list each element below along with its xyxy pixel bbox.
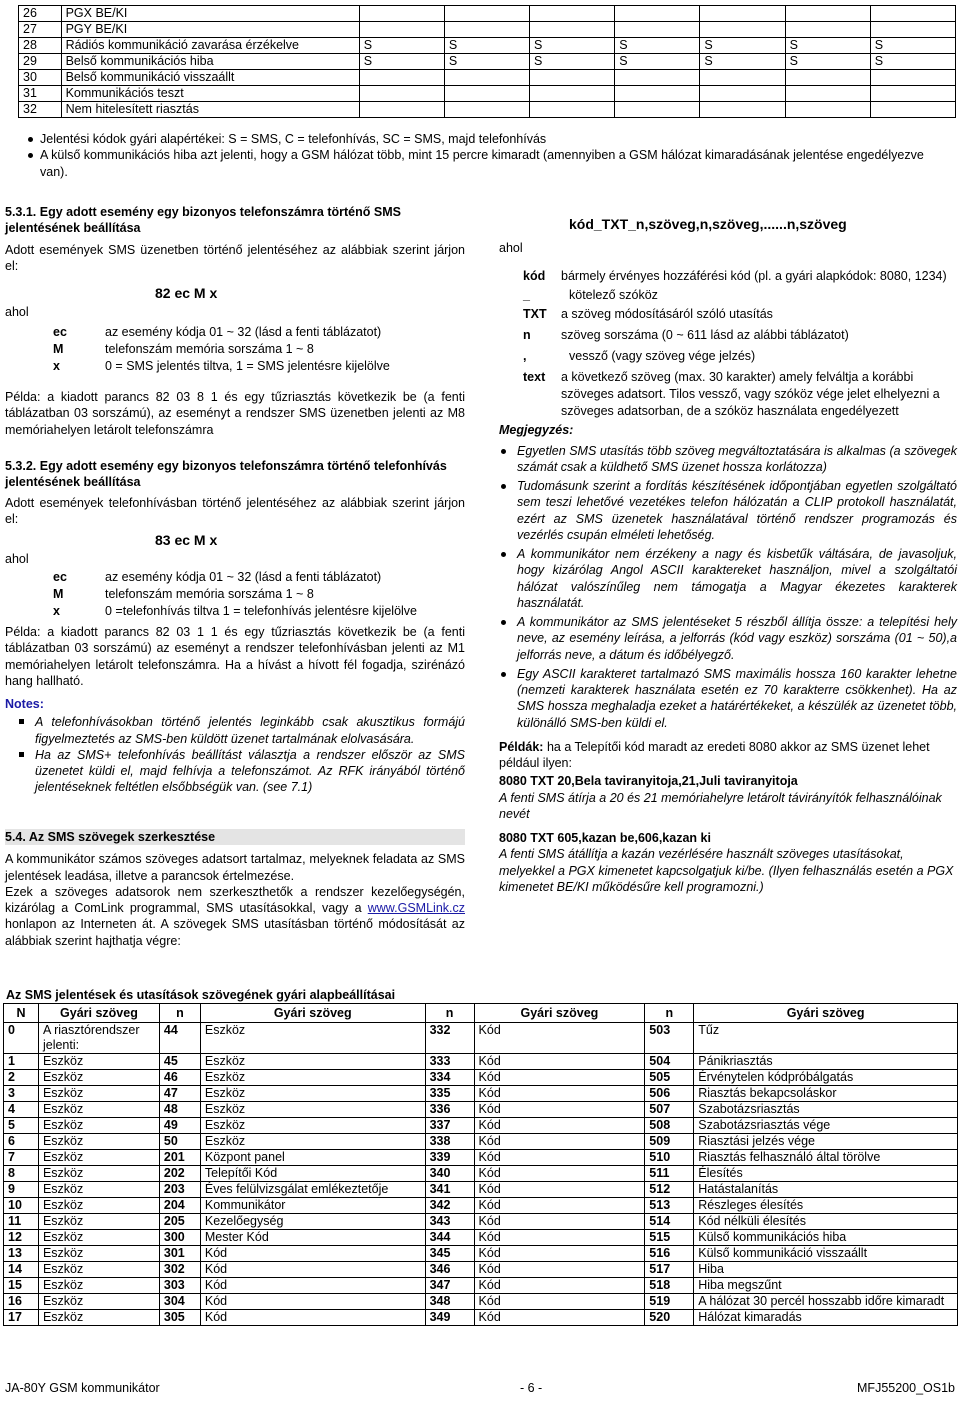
- text-number: 302: [159, 1262, 200, 1278]
- table-row: [4, 1230, 958, 1246]
- text-number: 6: [4, 1134, 39, 1150]
- default-text: Kód: [474, 1054, 645, 1070]
- text-number: 7: [4, 1150, 39, 1166]
- text-number: 0: [4, 1023, 39, 1054]
- event-name: Belső kommunikációs hiba: [61, 54, 359, 70]
- default-text: Eszköz: [38, 1230, 159, 1246]
- list-item: Ha az SMS+ telefonhívás beállítást választja a rendszer először az SMS üzenetet küldi el, majd felhívja a telefonszámot. Az RFK irányából történő jelentéseknek feltétlen elsőbbségük van. (see 7.1): [5, 747, 465, 796]
- default-text: Eszköz: [200, 1054, 425, 1070]
- default-text: Eszköz: [38, 1102, 159, 1118]
- report-code-notes: [18, 131, 938, 180]
- example-description: A fenti SMS átállítja a kazán vezérlésére használt szöveges utasításokat, melyekkel a PGX kimenetet kapcsolgatjuk ki/be. (Ilyen felhasználás esetén a PGX kimenetet BE/KI működésűre kell programozni.): [499, 847, 954, 894]
- default-text: Hiba: [694, 1262, 958, 1278]
- megjegyzes-list: [499, 443, 957, 731]
- sms-text-format: [499, 215, 957, 895]
- default-text: Kommunikátor: [200, 1198, 425, 1214]
- event-number: 29: [19, 54, 62, 70]
- text-number: 202: [159, 1166, 200, 1182]
- report-code-cell: [530, 70, 615, 86]
- default-text: Eszköz: [200, 1023, 425, 1054]
- default-text: Tűz: [694, 1023, 958, 1054]
- default-text: Hatástalanítás: [694, 1182, 958, 1198]
- table-row: [19, 54, 956, 70]
- text-number: 15: [4, 1278, 39, 1294]
- command-format: 82 ec M x: [155, 285, 218, 301]
- section-5-4: [5, 829, 465, 949]
- default-text: Érvénytelen kódpróbálgatás: [694, 1070, 958, 1086]
- text-number: 344: [425, 1230, 474, 1246]
- column-header: Gyári szöveg: [38, 1004, 159, 1023]
- default-text: Kód: [474, 1246, 645, 1262]
- example-text: Példa: a kiadott parancs 82 03 1 1 és egy tűzriasztás következik be (a fenti táblázatban 03 sorszámú) az eseményt a rendszer telefonhívásban jelenti az M1 memóriahelyen letárolt telefonszámra. Ha a hívást a hívott fél fogadja, szirénázó hang hallható.: [5, 625, 465, 688]
- default-text: Riasztás bekapcsoláskor: [694, 1086, 958, 1102]
- default-text: Mester Kód: [200, 1230, 425, 1246]
- text-number: 12: [4, 1230, 39, 1246]
- page-number: - 6 -: [520, 1381, 543, 1395]
- table-row: [4, 1214, 958, 1230]
- table-row: [4, 1310, 958, 1326]
- text-number: 204: [159, 1198, 200, 1214]
- event-number: 31: [19, 86, 62, 102]
- report-code-cell: [870, 86, 955, 102]
- table-row: [4, 1134, 958, 1150]
- text-number: 516: [645, 1246, 694, 1262]
- table-title: Az SMS jelentések és utasítások szövegének gyári alapbeállításai: [6, 988, 396, 1002]
- default-text: Eszköz: [38, 1166, 159, 1182]
- default-text: Eszköz: [200, 1102, 425, 1118]
- report-code-cell: [444, 70, 529, 86]
- text-number: 515: [645, 1230, 694, 1246]
- table-row: [19, 38, 956, 54]
- default-text: Kód: [200, 1278, 425, 1294]
- event-name: PGX BE/KI: [61, 6, 359, 22]
- default-text: Eszköz: [38, 1278, 159, 1294]
- table-row: [19, 102, 956, 118]
- default-text: Eszköz: [38, 1294, 159, 1310]
- default-text: Eszköz: [38, 1054, 159, 1070]
- text-number: 349: [425, 1310, 474, 1326]
- section-intro: Adott események SMS üzenetben történő jelentéséhez az alábbiak szerint járjon el:: [5, 242, 465, 273]
- default-text: Szabotázsriasztás vége: [694, 1118, 958, 1134]
- text-number: 44: [159, 1023, 200, 1054]
- report-code-cell: S: [870, 38, 955, 54]
- default-text: Riasztási jelzés vége: [694, 1134, 958, 1150]
- report-code-cell: S: [870, 54, 955, 70]
- report-code-cell: [870, 70, 955, 86]
- section-title: 5.3.2. Egy adott esemény egy bizonyos telefonszámra történő telefonhívás jelentésének beállítása: [5, 459, 447, 490]
- list-item: Tudomásunk szerint a fordítás készítésének időpontjában egyetlen szolgáltató sem teszi lehetővé vezetékes telefon hálózatán a CLIP protokoll használatát, ezért az SMS üzenetek használatával történő rendszer programozás és vezérlés csupán elméleti lehetőség.: [499, 478, 957, 543]
- default-text: Élesítés: [694, 1166, 958, 1182]
- report-code-cell: S: [530, 54, 615, 70]
- default-text: Központ panel: [200, 1150, 425, 1166]
- text-number: 9: [4, 1182, 39, 1198]
- text-number: 332: [425, 1023, 474, 1054]
- text-number: 520: [645, 1310, 694, 1326]
- report-code-cell: S: [700, 38, 785, 54]
- table-row: [4, 1198, 958, 1214]
- text-number: 345: [425, 1246, 474, 1262]
- text-number: 13: [4, 1246, 39, 1262]
- table-row: [4, 1246, 958, 1262]
- report-code-cell: S: [785, 54, 870, 70]
- report-code-cell: [359, 70, 444, 86]
- text-number: 339: [425, 1150, 474, 1166]
- footer-docid: MFJ55200_OS1b: [857, 1381, 955, 1395]
- default-text: Kód: [474, 1150, 645, 1166]
- table-row: [19, 86, 956, 102]
- table-row: [4, 1182, 958, 1198]
- list-item: A kommunikátor nem érzékeny a nagy és kisbetűk váltására, de javasoljuk, hogy kizárólag Angol ASCII karaktereket használjon, mivel a szolgáltatói hálózat valószínűleg nem támogatja a Magyar ékezetes karakterek használatát.: [499, 546, 957, 611]
- text-number: 333: [425, 1054, 474, 1070]
- text-number: 203: [159, 1182, 200, 1198]
- default-text: Kód: [474, 1230, 645, 1246]
- section-title: 5.3.1. Egy adott esemény egy bizonyos telefonszámra történő SMS jelentésének beállítása: [5, 205, 401, 236]
- example-description: A fenti SMS átírja a 20 és 21 memóriahelyre letárolt távirányítók felhasználóinak nevét: [499, 790, 942, 821]
- report-code-cell: [785, 102, 870, 118]
- text-number: 304: [159, 1294, 200, 1310]
- report-code-cell: S: [615, 38, 700, 54]
- table-row: [4, 1166, 958, 1182]
- report-code-cell: [444, 22, 529, 38]
- default-text: Eszköz: [38, 1086, 159, 1102]
- column-header: Gyári szöveg: [200, 1004, 425, 1023]
- report-code-cell: [615, 102, 700, 118]
- default-text: Kód: [200, 1262, 425, 1278]
- text-number: 510: [645, 1150, 694, 1166]
- report-code-cell: [785, 22, 870, 38]
- report-code-cell: S: [359, 38, 444, 54]
- report-code-cell: [870, 6, 955, 22]
- default-text: Eszköz: [38, 1198, 159, 1214]
- table-row: [4, 1086, 958, 1102]
- report-code-cell: [615, 6, 700, 22]
- default-text: Éves felülvizsgálat emlékeztetője: [200, 1182, 425, 1198]
- table-row: [4, 1054, 958, 1070]
- text-number: 509: [645, 1134, 694, 1150]
- text-number: 504: [645, 1054, 694, 1070]
- bullet-icon: [501, 620, 506, 625]
- table-row: [4, 1023, 958, 1054]
- text-number: 17: [4, 1310, 39, 1326]
- column-header: Gyári szöveg: [694, 1004, 958, 1023]
- text-number: 518: [645, 1278, 694, 1294]
- report-code-cell: [700, 102, 785, 118]
- event-code-table: [18, 5, 956, 118]
- text-number: 335: [425, 1086, 474, 1102]
- example-command: 8080 TXT 605,kazan be,606,kazan ki: [499, 831, 711, 846]
- bullet-icon: [501, 552, 506, 557]
- default-text: Eszköz: [38, 1118, 159, 1134]
- default-text: Külső kommunikáció visszaállt: [694, 1246, 958, 1262]
- default-text: Eszköz: [200, 1134, 425, 1150]
- text-number: 340: [425, 1166, 474, 1182]
- report-code-cell: [615, 86, 700, 102]
- event-name: PGY BE/KI: [61, 22, 359, 38]
- ahol-label: ahol: [499, 241, 523, 256]
- text-number: 303: [159, 1278, 200, 1294]
- table-row: [4, 1278, 958, 1294]
- list-item: A kommunikátor az SMS jelentéseket 5 részből állítja össze: a telepítési hely neve, az esemény leírása, a jelforrás (kód vagy eszköz) sorszáma (01 ~ 50),a jelforrás neve, a dátum és időbélyegző.: [499, 614, 957, 663]
- text-number: 48: [159, 1102, 200, 1118]
- default-text: Kód: [474, 1086, 645, 1102]
- text-number: 300: [159, 1230, 200, 1246]
- text-number: 301: [159, 1246, 200, 1262]
- report-code-cell: [359, 6, 444, 22]
- text-number: 16: [4, 1294, 39, 1310]
- report-code-cell: [700, 22, 785, 38]
- notes-title: Notes:: [5, 697, 44, 711]
- default-text: Kód: [474, 1166, 645, 1182]
- default-text: Eszköz: [38, 1134, 159, 1150]
- default-text: Eszköz: [38, 1070, 159, 1086]
- event-number: 30: [19, 70, 62, 86]
- default-text: Kód: [474, 1070, 645, 1086]
- default-text: Hiba megszűnt: [694, 1278, 958, 1294]
- section-title: 5.4. Az SMS szövegek szerkesztése: [5, 829, 465, 845]
- report-code-cell: [700, 86, 785, 102]
- text-number: 343: [425, 1214, 474, 1230]
- text-number: 50: [159, 1134, 200, 1150]
- bullet-icon: [501, 449, 506, 454]
- text-number: 3: [4, 1086, 39, 1102]
- event-name: Kommunikációs teszt: [61, 86, 359, 102]
- report-code-cell: [700, 70, 785, 86]
- report-code-cell: [359, 102, 444, 118]
- section-intro: Adott események telefonhívásban történő jelentéséhez az alábbiak szerint járjon el:: [5, 495, 465, 526]
- text-number: 2: [4, 1070, 39, 1086]
- report-code-cell: [530, 102, 615, 118]
- default-text: Kód: [474, 1278, 645, 1294]
- default-text: Telepítői Kód: [200, 1166, 425, 1182]
- text-number: 508: [645, 1118, 694, 1134]
- text-number: 338: [425, 1134, 474, 1150]
- section-paragraph: Ezek a szöveges adatsorok nem szerkeszthetők a rendszer kezelőegységén, kizárólag a ComLink programmal, SMS utasításokkal, vagy a www.GSMLink.cz honlapon az Interneten át. A szövegek SMS utasításban történő módosítását az alábbiak szerint hajthatja végre:: [5, 884, 465, 948]
- text-number: 346: [425, 1262, 474, 1278]
- report-code-cell: [615, 22, 700, 38]
- text-number: 5: [4, 1118, 39, 1134]
- default-text: Kód: [474, 1102, 645, 1118]
- ahol-label: ahol: [5, 305, 29, 320]
- text-number: 512: [645, 1182, 694, 1198]
- report-code-cell: [530, 86, 615, 102]
- text-number: 517: [645, 1262, 694, 1278]
- example-command: 8080 TXT 20,Bela taviranyitoja,21,Juli taviranyitoja: [499, 774, 798, 789]
- text-number: 47: [159, 1086, 200, 1102]
- parameter-definitions: ec az esemény kódja 01 ~ 32 (lásd a fenti táblázatot) M telefonszám memória sorszáma 1 ~ 8 x 0 = SMS jelentés tiltva, 1 = SMS jelentésre kijelölve: [53, 325, 390, 374]
- default-text: Külső kommunikációs hiba: [694, 1230, 958, 1246]
- column-header: n: [159, 1004, 200, 1023]
- examples-intro: Példák: ha a Telepítői kód maradt az eredeti 8080 akkor az SMS üzenet lehet például ilyen:: [499, 739, 930, 771]
- report-code-cell: [615, 70, 700, 86]
- report-code-cell: S: [444, 54, 529, 70]
- text-number: 503: [645, 1023, 694, 1054]
- default-text: Részleges élesítés: [694, 1198, 958, 1214]
- report-code-cell: S: [785, 38, 870, 54]
- square-bullet-icon: [19, 752, 24, 757]
- default-text: Eszköz: [38, 1246, 159, 1262]
- report-code-cell: [444, 86, 529, 102]
- default-text: Eszköz: [38, 1150, 159, 1166]
- text-number: 511: [645, 1166, 694, 1182]
- text-number: 519: [645, 1294, 694, 1310]
- column-header: n: [645, 1004, 694, 1023]
- text-number: 4: [4, 1102, 39, 1118]
- default-text: Kód: [474, 1214, 645, 1230]
- default-text: Kód: [474, 1310, 645, 1326]
- square-bullet-icon: [19, 719, 24, 724]
- text-number: 14: [4, 1262, 39, 1278]
- text-number: 513: [645, 1198, 694, 1214]
- table-row: [4, 1118, 958, 1134]
- event-number: 32: [19, 102, 62, 118]
- text-number: 348: [425, 1294, 474, 1310]
- bullet-icon: [501, 672, 506, 677]
- bullet-icon: [501, 484, 506, 489]
- column-header: n: [425, 1004, 474, 1023]
- report-code-cell: [530, 6, 615, 22]
- default-text: Kód: [474, 1182, 645, 1198]
- table-row: [4, 1070, 958, 1086]
- text-number: 514: [645, 1214, 694, 1230]
- report-code-cell: [700, 6, 785, 22]
- default-text: Kód: [474, 1134, 645, 1150]
- text-number: 1: [4, 1054, 39, 1070]
- notes-list: [5, 714, 465, 795]
- bullet-icon: [28, 153, 33, 158]
- report-code-cell: [870, 22, 955, 38]
- report-code-cell: [785, 6, 870, 22]
- list-item: Egyetlen SMS utasítás több szöveg megváltoztatására is alkalmas (a szövegek számát csak a küldhető SMS üzenet hossza korlátozza): [499, 443, 957, 476]
- column-header: Gyári szöveg: [474, 1004, 645, 1023]
- report-code-cell: S: [615, 54, 700, 70]
- table-row: [19, 70, 956, 86]
- ahol-label: ahol: [5, 552, 29, 567]
- text-number: 46: [159, 1070, 200, 1086]
- report-code-cell: [359, 22, 444, 38]
- report-code-cell: S: [444, 38, 529, 54]
- text-number: 11: [4, 1214, 39, 1230]
- event-number: 28: [19, 38, 62, 54]
- default-text: Kód: [474, 1262, 645, 1278]
- event-number: 27: [19, 22, 62, 38]
- section-5-3-2: [5, 458, 465, 689]
- table-row: [4, 1150, 958, 1166]
- list-item: Egy ASCII karakteret tartalmazó SMS maximális hossza 160 karakter lehetne (nemzeti karakterek használata esetén ez 70 karakterre csökkenhet). Ha az SMS hossza meghaladja ezeket a határértékeket, a készülék az üzenetet több, különálló SMS-ben küldi el.: [499, 666, 957, 731]
- text-number: 507: [645, 1102, 694, 1118]
- report-code-cell: S: [700, 54, 785, 70]
- report-code-cell: [530, 22, 615, 38]
- text-number: 10: [4, 1198, 39, 1214]
- section-paragraph: A kommunikátor számos szöveges adatsort tartalmaz, melyeknek feladata az SMS jelentések leadása, illetve a parancsok értelmezése.: [5, 852, 465, 883]
- default-text: Kód: [474, 1198, 645, 1214]
- default-text: Szabotázsriasztás: [694, 1102, 958, 1118]
- default-text: Kód nélküli élesítés: [694, 1214, 958, 1230]
- report-code-cell: [359, 86, 444, 102]
- report-code-cell: [785, 86, 870, 102]
- default-text: Kód: [200, 1310, 425, 1326]
- default-text: Kód: [200, 1246, 425, 1262]
- report-code-cell: [444, 102, 529, 118]
- text-number: 305: [159, 1310, 200, 1326]
- report-code-cell: [870, 102, 955, 118]
- default-sms-text-table: [3, 1003, 958, 1326]
- default-text: Eszköz: [38, 1182, 159, 1198]
- text-number: 336: [425, 1102, 474, 1118]
- list-item: A külső kommunikációs hiba azt jelenti, hogy a GSM hálózat több, mint 15 percre kimaradt (amennyiben a GSM hálózat kimaradásának jelentése engedélyezve van).: [18, 147, 938, 180]
- list-item: Jelentési kódok gyári alapértékei: S = SMS, C = telefonhívás, SC = SMS, majd telefonhívás: [18, 131, 938, 147]
- table-row: [4, 1262, 958, 1278]
- megjegyzes-title: Megjegyzés:: [499, 423, 574, 438]
- text-number: 342: [425, 1198, 474, 1214]
- command-format: 83 ec M x: [155, 532, 218, 548]
- report-code-cell: [785, 70, 870, 86]
- text-number: 347: [425, 1278, 474, 1294]
- event-name: Nem hitelesített riasztás: [61, 102, 359, 118]
- table-row: [4, 1294, 958, 1310]
- default-text: Hálózat kimaradás: [694, 1310, 958, 1326]
- event-number: 26: [19, 6, 62, 22]
- format-string: kód_TXT_n,szöveg,n,szöveg,......n,szöveg: [569, 216, 847, 232]
- table-row: [19, 22, 956, 38]
- footer-product: JA-80Y GSM kommunikátor: [5, 1381, 160, 1395]
- text-number: 341: [425, 1182, 474, 1198]
- notes-block: [5, 696, 465, 796]
- text-number: 205: [159, 1214, 200, 1230]
- default-text: A hálózat 30 percél hosszabb időre kimaradt: [694, 1294, 958, 1310]
- list-item: A telefonhívásokban történő jelentés leginkább csak akusztikus formájú figyelmeztetés az SMS-ben küldött üzenet tartalmának elolvasására.: [5, 714, 465, 747]
- text-number: 45: [159, 1054, 200, 1070]
- default-text: Eszköz: [38, 1262, 159, 1278]
- default-text: Kód: [474, 1023, 645, 1054]
- text-number: 505: [645, 1070, 694, 1086]
- gsmlink-link[interactable]: www.GSMLink.cz: [367, 901, 465, 915]
- default-text: Kód: [200, 1294, 425, 1310]
- default-text: Kód: [474, 1118, 645, 1134]
- bullet-icon: [28, 137, 33, 142]
- default-text: Eszköz: [200, 1070, 425, 1086]
- default-text: Eszköz: [38, 1310, 159, 1326]
- report-code-cell: [444, 6, 529, 22]
- default-text: Eszköz: [38, 1214, 159, 1230]
- event-name: Rádiós kommunikáció zavarása érzékelve: [61, 38, 359, 54]
- text-number: 201: [159, 1150, 200, 1166]
- text-number: 49: [159, 1118, 200, 1134]
- example-text: Példa: a kiadott parancs 82 03 8 1 és egy tűzriasztás következik be (a fenti táblázatban 03 sorszámú), az eseményt a rendszer SMS üzenetben jelenti az M8 memóriahelyen letárolt telefonszámra: [5, 390, 465, 437]
- default-text: Eszköz: [200, 1086, 425, 1102]
- report-code-cell: S: [359, 54, 444, 70]
- parameter-definitions: ec az esemény kódja 01 ~ 32 (lásd a fenti táblázatot) M telefonszám memória sorszáma 1 ~ 8 x 0 =telefonhívás tiltva 1 = telefonhívás jelentésre kijelölve: [53, 570, 417, 619]
- column-header: N: [4, 1004, 39, 1023]
- default-text: Pánikriasztás: [694, 1054, 958, 1070]
- text-number: 337: [425, 1118, 474, 1134]
- default-text: A riasztórendszer jelenti:: [38, 1023, 159, 1054]
- default-text: Eszköz: [200, 1118, 425, 1134]
- text-number: 8: [4, 1166, 39, 1182]
- text-number: 506: [645, 1086, 694, 1102]
- table-row: [19, 6, 956, 22]
- default-text: Kezelőegység: [200, 1214, 425, 1230]
- report-code-cell: S: [530, 38, 615, 54]
- table-row: [4, 1102, 958, 1118]
- text-number: 334: [425, 1070, 474, 1086]
- parameter-definitions: kód bármely érvényes hozzáférési kód (pl. a gyári alapkódok: 8080, 1234) _ kötelező szóköz TXT a szöveg módosításáról szóló utasítás n szöveg sorszáma (0 ~ 611 lásd az alábbi táblázatot) , vessző (vagy szöveg vége jelzés) text a következő szöveg (max. 30 karakter) amely felváltja a korábbi szöveges adatsort. Tilos vessző, vagy szóköz vége jelet elhelyezni a szöveges adatsorban, de a szóköz használata engedélyezett: [523, 269, 947, 418]
- default-text: Kód: [474, 1294, 645, 1310]
- default-text: Riasztás felhasználó által törölve: [694, 1150, 958, 1166]
- section-5-3-1: [5, 204, 465, 438]
- event-name: Belső kommunikáció visszaállt: [61, 70, 359, 86]
